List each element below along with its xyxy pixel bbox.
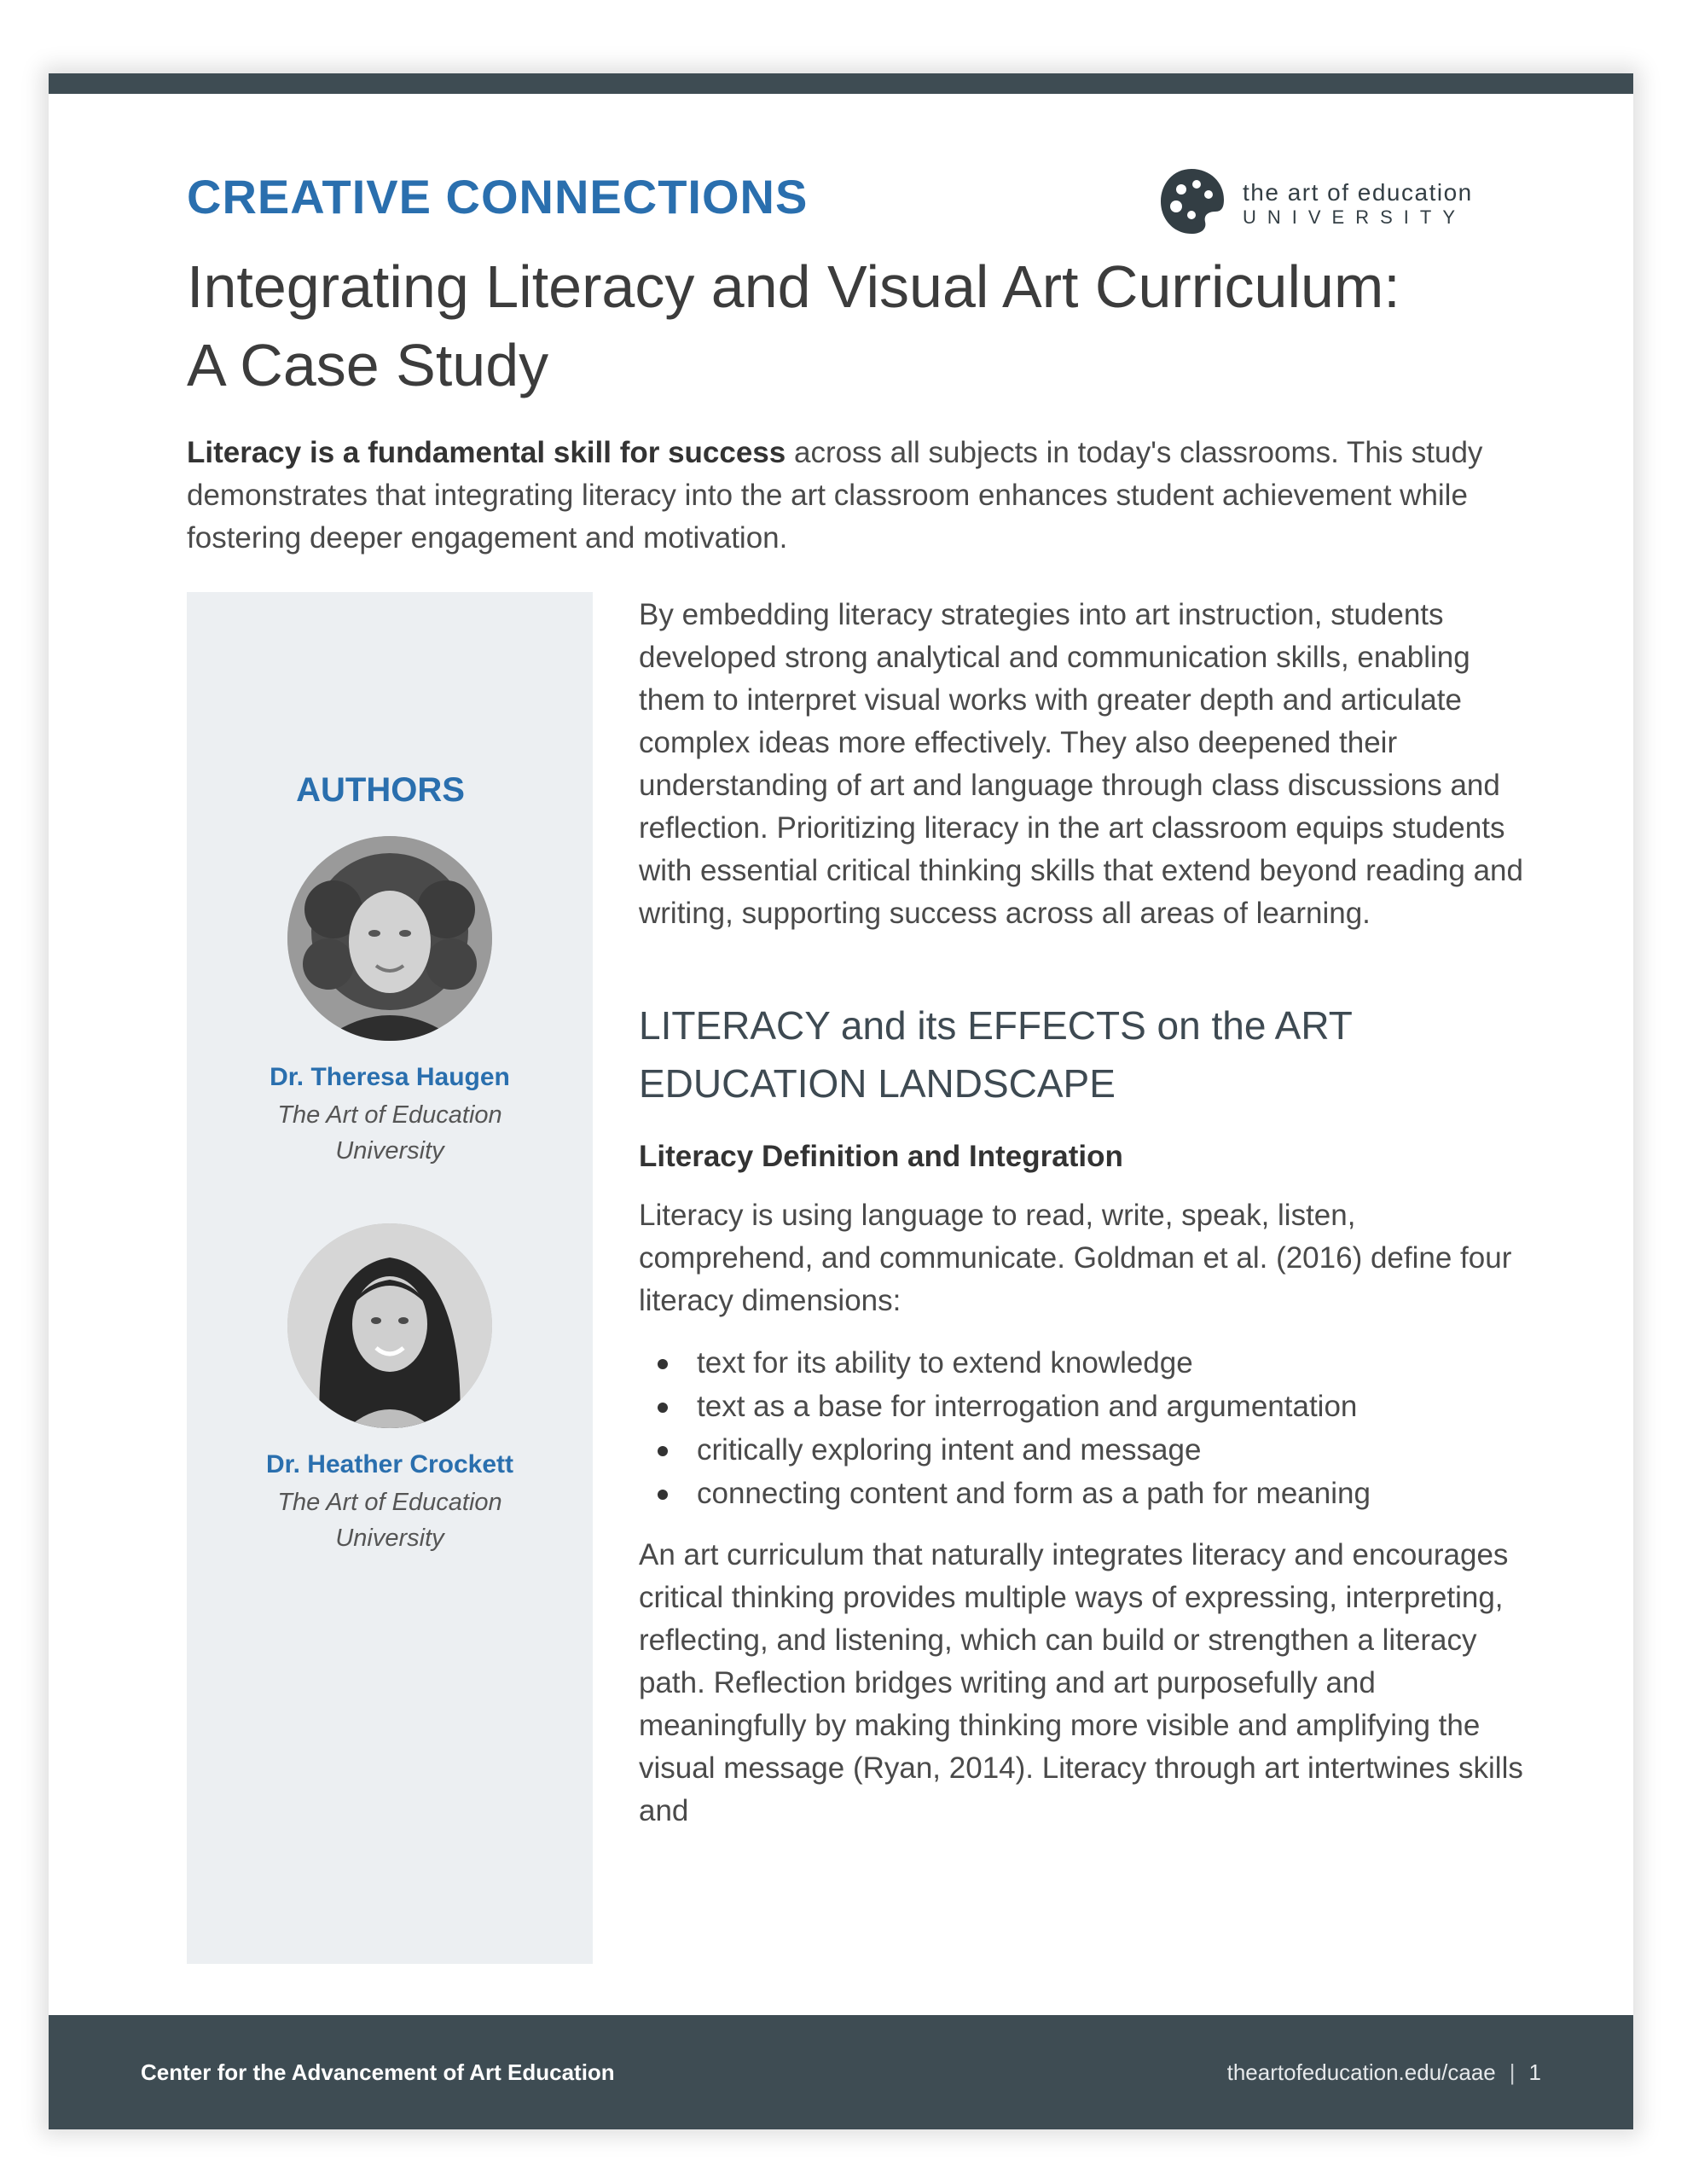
university-logo [1157,164,1499,241]
avatar-photo [287,1223,492,1428]
page-footer [49,2015,1633,2129]
author-name: Dr. Heather Crockett [265,1450,514,1478]
footer-org-name: Center for the Advancement of Art Education [141,2059,615,2085]
curriculum-paragraph: An art curriculum that naturally integrates literacy and encourages critical thinking provides multiple ways of expressing, interpreting, reflecting, and listening, which can build or strengthen a literacy path. Reflection bridges writing and art purposefully and meaningfully by making thinking more visible and amplifying the visual message (Ryan, 2014). Literacy through art intertwines skills and [639,1538,1523,1827]
intro-rest: across all subjects in today's classrooms. This study demonstrates that integrating literacy into the art classroom enhances student achievement while fostering deeper engagement and motivation. [187,436,1483,555]
authors-sidebar [187,592,593,1964]
list-item: text for its ability to extend knowledge [639,1341,1534,1385]
author-affiliation: The Art of Education University [277,1489,502,1552]
intro-paragraph [187,432,1534,560]
list-item: critically exploring intent and message [639,1428,1534,1472]
logo-text-line1: the art of education [1243,179,1473,206]
footer-meta [1227,2059,1541,2086]
title-line-1: Integrating Literacy and Visual Art Curriculum: [187,253,1400,320]
top-accent-bar [49,73,1633,94]
subsection-heading: Literacy Definition and Integration [639,1140,1123,1173]
document-page [49,73,1633,2129]
footer-separator: | [1509,2059,1516,2085]
series-kicker: CREATIVE CONNECTIONS [187,170,809,224]
author-affiliation: The Art of Education University [277,1101,502,1165]
author-photo-1 [287,836,492,1041]
page-title [187,247,1551,404]
logo-text-line2: UNIVERSITY [1243,206,1467,228]
footer-url-link[interactable]: theartofeducation.edu/caae [1226,2059,1496,2085]
author-photo-2 [287,1223,492,1428]
authors-heading: AUTHORS [296,771,465,809]
summary-paragraph: By embedding literacy strategies into art instruction, students developed strong analytical and communication skills, enabling them to interpret visual works with greater depth and articulate complex ideas more effectively. They also deepened their understanding of art and language through class discussions and reflection. Prioritizing literacy in the art classroom equips students with essential critical thinking skills that extend beyond reading and writing, supporting success across all areas of learning. [639,598,1523,930]
section-heading: LITERACY and its EFFECTS on the ART EDUCATION LANDSCAPE [639,1003,1353,1106]
definition-paragraph: Literacy is using language to read, write, speak, listen, comprehend, and communicate. Goldman et al. (2016) define four literacy dimensions: [639,1199,1512,1317]
main-content [639,594,1534,1833]
list-item: text as a base for interrogation and argumentation [639,1385,1534,1428]
author-name: Dr. Theresa Haugen [270,1063,510,1091]
title-line-2: A Case Study [187,332,549,398]
intro-bold-lead: Literacy is a fundamental skill for success [187,436,786,469]
palette-logo-icon [1157,164,1226,237]
author-card [187,1223,593,1556]
list-item: connecting content and form as a path for meaning [639,1472,1534,1515]
avatar-photo [287,836,492,1041]
literacy-dimensions-list [639,1341,1534,1515]
page-number: 1 [1528,2059,1541,2085]
author-card [187,836,593,1169]
